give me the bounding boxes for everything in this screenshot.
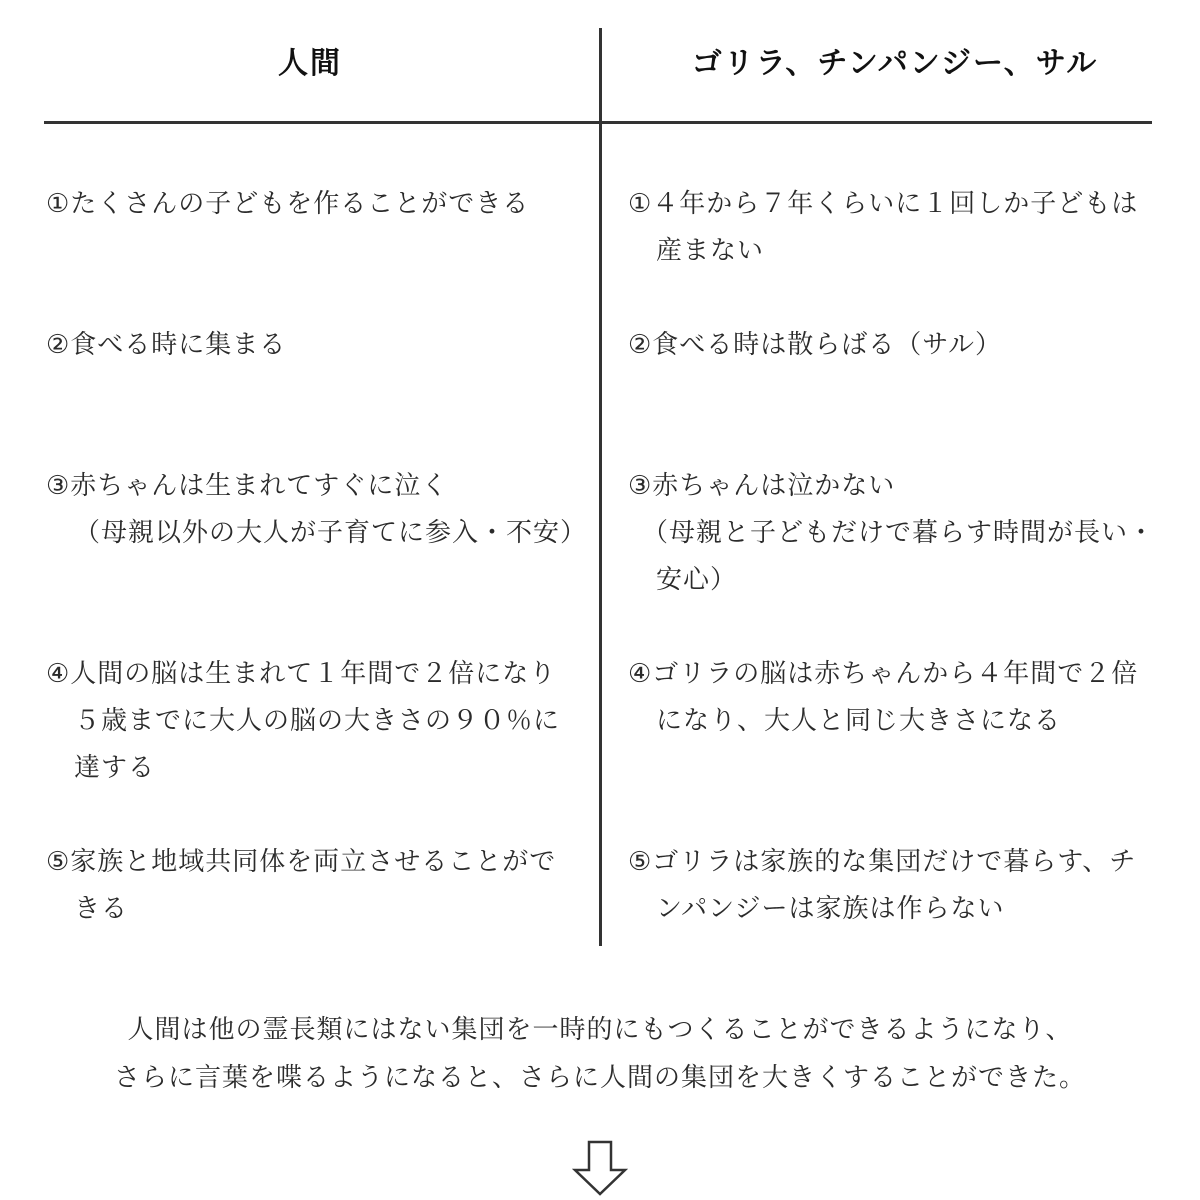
row-4-human: [46, 651, 586, 792]
row-1-primates: [628, 181, 1168, 275]
row-5-primates-line-1: ⑤ゴリラは家族的な集団だけで暮らす、チ: [628, 847, 1137, 877]
row-4-primates-line-2: になり、大人と同じ大きさになる: [656, 706, 1062, 736]
header-human: 人間: [278, 46, 342, 81]
header-primates: ゴリラ、チンパンジー、サル: [691, 46, 1099, 81]
down-arrow-icon: [572, 1140, 628, 1196]
row-5-human: [46, 839, 586, 933]
row-5-human-line-2: きる: [74, 894, 129, 924]
row-1-human-line-1: ①たくさんの子どもを作ることができる: [46, 189, 530, 219]
summary-text: [0, 1006, 1200, 1102]
row-4-primates-line-1: ④ゴリラの脳は赤ちゃんから４年間で２倍: [628, 659, 1139, 689]
row-2-human: [46, 322, 586, 369]
row-3-human-line-2: （母親以外の大人が子育てに参入・不安）: [74, 518, 588, 548]
row-4-primates: [628, 651, 1168, 745]
row-2-human-line-1: ②食べる時に集まる: [46, 330, 287, 360]
row-5-primates-line-2: ンパンジーは家族は作らない: [656, 894, 1005, 924]
row-4-human-line-1: ④人間の脳は生まれて１年間で２倍になり: [46, 659, 557, 689]
column-divider: [599, 28, 602, 946]
row-4-human-line-3: 達する: [74, 753, 156, 783]
row-3-human-line-1: ③赤ちゃんは生まれてすぐに泣く: [46, 471, 449, 501]
row-3-primates: [628, 463, 1168, 604]
row-3-human: [46, 463, 586, 557]
summary-line-2: さらに言葉を喋るようになると、さらに人間の集団を大きくすることができた。: [113, 1063, 1086, 1093]
header-divider: [44, 121, 1152, 124]
row-1-primates-line-2: 産まない: [656, 236, 765, 266]
row-3-primates-line-2: （母親と子どもだけで暮らす時間が長い・: [642, 518, 1156, 548]
row-2-primates: [628, 322, 1168, 369]
row-3-primates-line-1: ③赤ちゃんは泣かない: [628, 471, 896, 501]
summary-line-1: 人間は他の霊長類にはない集団を一時的にもつくることができるようになり、: [127, 1015, 1073, 1045]
row-1-human: [46, 181, 586, 228]
row-4-human-line-2: ５歳までに大人の脳の大きさの９０％に: [74, 706, 561, 736]
row-5-primates: [628, 839, 1168, 933]
row-5-human-line-1: ⑤家族と地域共同体を両立させることがで: [46, 847, 557, 877]
row-3-primates-line-3: 安心）: [656, 565, 738, 595]
row-1-primates-line-1: ①４年から７年くらいに１回しか子どもは: [628, 189, 1139, 219]
row-2-primates-line-1: ②食べる時は散らばる（サル）: [628, 330, 1003, 360]
